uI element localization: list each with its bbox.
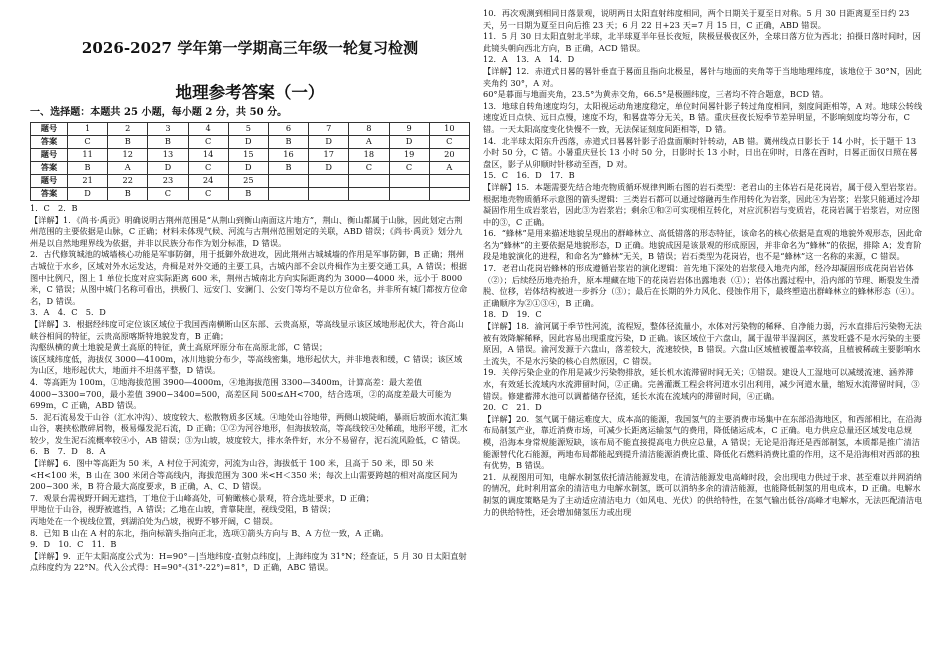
answer-table-cell: B [108, 136, 148, 149]
answer-table-cell: 13 [148, 149, 188, 162]
answer-table-cell: 7 [309, 123, 349, 136]
answer-table-cell: A [349, 136, 389, 149]
answer-paragraph: 3．A 4．C 5．D [30, 307, 106, 318]
answer-paragraph: 4．等高距为 100m，①地海拔范围 3900—4000m，④地海拔范围 3300—3400m，计算高差：最大差值 4000−3300=700，最小差值 3900−3400=500，高差区间 500≤ΔH<700，结合选项，②的高度差最大可能为 699m，C 正确，ABD 错误。 [30, 376, 452, 411]
answer-table-cell [309, 188, 349, 201]
answer-table-cell: B [268, 162, 308, 175]
answer-paragraph: 18．D 19．C [483, 309, 542, 320]
answer-paragraph: 【详解】20．氢气属于储运难度大、成本高的能源，我国氢气的主要消费市场集中在东部沿海地区，和西部相比，在沿海布局制氢产业，靠近消费市场，可减少长距离运输氢气的费用，降低储运成本，C 正确。电力供应总量还区域发电总规模，沿海本身常规能源短缺，该布局不能直接提高电力供应总量，A 错误；无论是沿海还是西部制氢，本质都是推广清洁能源替代化石能源，两地布局都能起到提升清洁能源消费比重、降低化石燃料消费比重的作用，这不是沿海相对西部的独有优势，B 错误。 [483, 413, 922, 471]
answer-paragraph: 丙地处在一个视线位置，到湖泊处为凸坡，视野不够开阔，C 错误。 [30, 516, 278, 527]
answer-table-row [31, 123, 470, 136]
answer-table-cell: C [148, 188, 188, 201]
answer-paragraph: 10．再次观测到相同日落景观，说明两日太阳直射纬度相同，两个日期关于夏至日对称。5 月 30 日距离夏至日约 23 天，另一日期为夏至日向后推 23 天；6 月 22 日+23 天=7 月 15 日，C 正确，ABD 错误。 [483, 8, 910, 30]
answer-paragraph: 21．从视图用可知，电解水制氢依托清洁能源发电，在清洁能源发电高峰时段，会出现电力供过于求、甚至难以并网消纳的情况，此时利用富余的清洁电力电解水制氢，既可以消纳多余的清洁能源，也能降低制氢的用电成本，D 正确。电解水制氢的调度策略是为了主动适应清洁电力（如风电、光伏）的供给特性，在氢气输出低谷/高峰才电解水，无法匹配清洁电力的供给特性，还会增加储氢压力或出现 [483, 471, 923, 517]
answer-table-row [31, 162, 470, 175]
left-answers [30, 203, 470, 574]
answer-table-row [31, 136, 470, 149]
answer-paragraph: 【详解】3．根据经纬度可定位该区域位于我国西南横断山区东部、云贵高原，等高线显示该区域地形起伏大，符合高山峡谷相间的特征，云贵高原喀斯特地貌发育，B 正确； [30, 318, 464, 341]
answer-table-cell: 3 [148, 123, 188, 136]
answer-table-cell: 18 [349, 149, 389, 162]
exam-title: 2026-2027 学年第一学期高三年级一轮复习检测 [81, 39, 419, 57]
answer-table-label: 题号 [31, 123, 68, 136]
answer-table-cell: A [429, 162, 469, 175]
answer-paragraph: 14．北半球太阳东升西落，赤道式日晷晷针影子沿盘面顺时针转动，AB 错。冀州线点日影长于 14 小时，长于题干 13 小时 50 分，C 错。小暑重庆昼长 13 小时 50 分，日影时长 13 小时，日出在卯时，日落在酉时，日晷正面仅日照在晷盘区，影子从卯顺时针移动至酉，D 对。 [483, 135, 918, 169]
answer-table-cell [268, 175, 308, 188]
answer-table-cell: 12 [108, 149, 148, 162]
answer-paragraph: 【详解】15．本题需要先结合地壳物质循环规律判断右图的岩石类型：老君山的主体岩石是花岗岩，属于侵入型岩浆岩。根据地壳物质循环示意图的箭头逻辑：三类岩石都可以通过熔融再生作用转化为岩浆，因此④为岩浆；岩浆只能通过冷却凝固作用生成岩浆岩，因此③为岩浆岩；剩余①和②可实现相互转化，对应沉积岩与变质岩，花岗岩属于岩浆岩，对应图中的③，C 正确。 [483, 181, 922, 227]
left-column [30, 0, 470, 574]
answer-table-cell: 9 [389, 123, 429, 136]
answer-table-row [31, 175, 470, 188]
answer-table-row [31, 149, 470, 162]
answer-table-cell: 19 [389, 149, 429, 162]
right-column [483, 0, 923, 518]
answer-table-cell [389, 175, 429, 188]
answer-paragraph: 15．C 16．D 17．B [483, 170, 575, 181]
answer-table-cell: 25 [228, 175, 268, 188]
answer-table-cell: D [228, 162, 268, 175]
answer-table-label: 答案 [31, 162, 68, 175]
answer-table-label: 题号 [31, 175, 68, 188]
answer-table-cell: D [389, 136, 429, 149]
answer-table-cell: D [228, 136, 268, 149]
answer-table-label: 答案 [31, 136, 68, 149]
answer-paragraph: 13．地球自转角速度均匀，太阳视运动角速度稳定，单位时间晷针影子转过角度相同，刻度间距相等，A 对。地球公转线速度近日点快、远日点慢，速度不均，和晷盘等分无关，B 错。重庆昼夜长短季节差异明显，不影响刻度均等分布，C 错。一天太阳高度变化快慢不一致，无法保证刻度间距相等，D 错。 [483, 100, 923, 134]
answer-paragraph: 11．5 月 30 日太阳直射北半球，北半球夏半年昼长夜短，陕极昼极夜区外，全球日落方位为西北；拍摄日落时间时，因此镜头朝向西北方向，B 正确，ACD 错误。 [483, 31, 921, 53]
answer-paragraph: 9．D 10．C 11．B [30, 539, 117, 550]
answer-table-cell: B [68, 162, 108, 175]
answer-table-cell: 8 [349, 123, 389, 136]
answer-table-cell [349, 175, 389, 188]
answer-table-cell: C [188, 136, 228, 149]
answer-table-cell [349, 188, 389, 201]
answer-paragraph: 【详解】12．赤道式日晷的晷针垂直于晷面且指向北极星，晷针与地面的夹角等于当地地理纬度，该地位于 30°N，因此夹角约 30°，A 对。 [483, 65, 922, 88]
answer-paragraph: 5．泥石流易发于山谷（汇水冲沟）、坡度较大、松散物质多区域。④地处山谷地带，两侧山坡陡峭，暴雨后坡面水流汇集山谷，裹挟松散碎屑物，极易爆发泥石流，D 正确；①②为河谷地形，但海拔较高，等高线较④处稀疏，地形平缓，汇水较少，发生泥石流概率较④小，AB 错误；③为山坡，坡度较大，排水条件好，水分不易留存，泥石流风险低，C 错误。 [30, 411, 468, 445]
answer-table-cell: D [309, 162, 349, 175]
answer-paragraph: 甲地位于山谷，视野被遮挡，A 错误；乙地在山坡，背靠陡崖，视线受阻，B 错误； [30, 504, 336, 515]
answer-table-cell: D [309, 136, 349, 149]
answer-paragraph: 17．老君山花岗岩蜂林的形成遵循岩浆岩的演化逻辑：首先地下深处的岩浆侵入地壳内部，经冷却凝固形成花岗岩岩体（②）；后续经历地壳抬升，原本埋藏在地下的花岗岩岩体出露地表（①）；岩体出露过程中，沿内部的节理、断裂发生滑脱、位移，岩体结构被进一步拆分（③）；最后在长期的外力风化、侵蚀作用下，最终塑造出群峰林立的蜂林形态（④）。正确顺序为②①③④，B 正确。 [483, 263, 920, 308]
answer-table-cell: 14 [188, 149, 228, 162]
answer-table-cell: C [429, 136, 469, 149]
answer-table-row [31, 188, 470, 201]
answer-table-cell [429, 188, 469, 201]
answer-table-cell: 4 [188, 123, 228, 136]
answer-paragraph: 1．C 2．B [30, 203, 78, 213]
answer-table-cell: C [188, 162, 228, 175]
answer-table-cell: C [68, 136, 108, 149]
answer-table-cell [309, 175, 349, 188]
answer-table-cell: 11 [68, 149, 108, 162]
answer-table-cell: 24 [188, 175, 228, 188]
answer-table-cell: 5 [228, 123, 268, 136]
answer-paragraph: 【详解】1．《尚书·禹贡》明确说明古荆州范围是“从荆山到衡山南面这片地方”，荆山、衡山都属于山脉，因此划定古荆州范围的主要依据是山脉，C 正确；材料未体现气候、河流与古荆州范围划定的关联，ABD 错误；《尚书·禹贡》划分九州是以自然地理界线为依据，并非以民族分布作为划分标准，D 错误。 [30, 214, 463, 248]
answer-table-cell: A [108, 162, 148, 175]
answer-paragraph: 20．C 21．D [483, 402, 542, 413]
doc-title: 地理参考答案（一） [175, 83, 325, 102]
answer-table-cell: D [68, 188, 108, 201]
answer-paragraph: 6．B 7．D 8．A [30, 446, 106, 457]
answer-paragraph: 【详解】9．正午太阳高度公式为：H=90°－|当地纬度-直射点纬度|，上海纬度为 31°N；经查证，5 月 30 日太阳直射点纬度约为 22°N。代入公式得：H=90°-(31°-22°)=81°，D 正确，ABC 错误。 [30, 550, 467, 573]
answer-table-cell: 23 [148, 175, 188, 188]
answer-table-cell: B [108, 188, 148, 201]
answer-paragraph: 7．观景台需视野开阔无遮挡，丁地位于山峰高处，可俯瞰核心景观，符合选址要求，D 正确； [30, 492, 375, 503]
answer-paragraph: 【详解】18．渝河属于季节性河流，流程短，整体径流量小，水体对污染物的稀释、自净能力弱，污水直排后污染物无法被有效降解稀释，因此容易出现重度污染，D 正确。该区域位于六盘山，属于温带半湿润区，蒸发旺盛不是水污染的主要原因，A 错误。渝河发源于六盘山，落差较大，流速较快，B 错误。六盘山区域植被覆盖率较高，且植被稀疏主要影响水土流失，不是水污染的核心自然原因，C 错误。 [483, 321, 922, 366]
answer-paragraph: 60°是暮面与地面夹角，23.5°为黄赤交角，66.5°是极圈纬度，三者均不符合题意，BCD 错。 [483, 89, 829, 100]
answer-table-cell: C [349, 162, 389, 175]
answer-table-cell: 22 [108, 175, 148, 188]
answer-table-cell [429, 175, 469, 188]
answer-paragraph: 【详解】6．图中等高距为 50 米，A 村位于河流旁，河流为山谷，海拔低于 100 米，且高于 50 米，即 50 米<H<100 米，B 山在 300 米闭合等高线内，海拔范围为 300 米<H＜350 米；每次上山需要跨越的相对高度区间为 200~300 米，B 符合最大高度要求，B 正确，A、C、D 错误。 [30, 458, 458, 492]
answer-paragraph: 19．关停污染企业的作用是减少污染物排放，延长机水流滞留时间无关；①错误。建设人工湿地可以减缓流速、涵养滞水，有效延长流域内水流滞留时间，②正确。完善灌溉工程会将河道水引出利用，减少河道水量，缩短水流滞留时间，③错误。修建蓄滞水池可以调蓄储存径流，延长水流在流域内的滞留时间，④正确。 [483, 367, 920, 401]
answer-paragraph: 该区域纬度低，海拔仅 3000—4100m，冰川地貌分布少，等高线密集，地形起伏大，并非地表和缓，C 错误；该区域为山区，地形起伏大，地面并不坦荡平整，D 错误。 [30, 353, 463, 376]
section-title: 一、选择题：本题共 25 小题，每小题 2 分，共 50 分。 [30, 107, 288, 118]
answer-table-cell: C [389, 162, 429, 175]
answer-table-cell: B [268, 136, 308, 149]
answer-paragraph: 8．已知 B 山在 A 村的东北，指向标箭头指向正北，选项①箭头方向与 B、A 方位一致，A 正确。 [30, 527, 389, 538]
answer-table-cell: 10 [429, 123, 469, 136]
answer-table-cell: 15 [228, 149, 268, 162]
answer-table-label: 题号 [31, 149, 68, 162]
answer-paragraph: 16．“蜂林”是用来描述地貌呈现出的群峰林立、高低错落的形态特征，该命名的核心依据是直观的地貌外观形态，因此命名为“蜂林”的主要依据是地貌形态，D 正确。地貌成因是该景观的形成原因，并非命名为“蜂林”的依据，排除 A；发育阶段是地貌演化的进程，和命名为“蜂林”无关，B 错误；岩石类型为花岗岩，也不是“蜂林”这一名称的来源，C 错误。 [483, 228, 923, 262]
answer-paragraph: 沟壑纵横的黄土地貌是黄土高原的特征，黄土高原坪原分布在高原北部，C 错误； [30, 342, 328, 353]
answer-paragraph: 12．A 13．A 14．D [483, 54, 575, 65]
answer-table-cell: 16 [268, 149, 308, 162]
answer-table-cell: 2 [108, 123, 148, 136]
answer-table-cell: B [228, 188, 268, 201]
answer-table-cell: B [148, 136, 188, 149]
answer-table [30, 122, 470, 201]
answer-table-cell [268, 188, 308, 201]
answer-table-cell: 1 [68, 123, 108, 136]
answer-paragraph: 2．古代修筑城池的城墙核心功能是军事防御，用于抵御外敌进攻，因此荆州古城城墙的作用是军事防御，B 正确；荆州古城位于水乡，区域对外水运发达，舟楫是对外交通的主要工具，古城内部不会以舟楫作为主要交通工具，A 错误；根据图中比例尺，图上 1 单位长度对应实际距离 600 米，荆州古城南北方向实际距离约为 3000—4000 米，远小于 8000 米，C 错误；从图中城门名称可看出，拱极门、远安门、安澜门、公安门等均不是以方位命名，并非所有城门都按方位命名，D 错误。 [30, 249, 468, 306]
answer-table-cell: C [188, 188, 228, 201]
answer-table-cell: D [148, 162, 188, 175]
answer-table-cell: 17 [309, 149, 349, 162]
answer-table-cell: 21 [68, 175, 108, 188]
answer-table-cell: 20 [429, 149, 469, 162]
answer-table-cell: 6 [268, 123, 308, 136]
answer-table-cell [389, 188, 429, 201]
answer-table-label: 答案 [31, 188, 68, 201]
right-answers [483, 8, 923, 518]
